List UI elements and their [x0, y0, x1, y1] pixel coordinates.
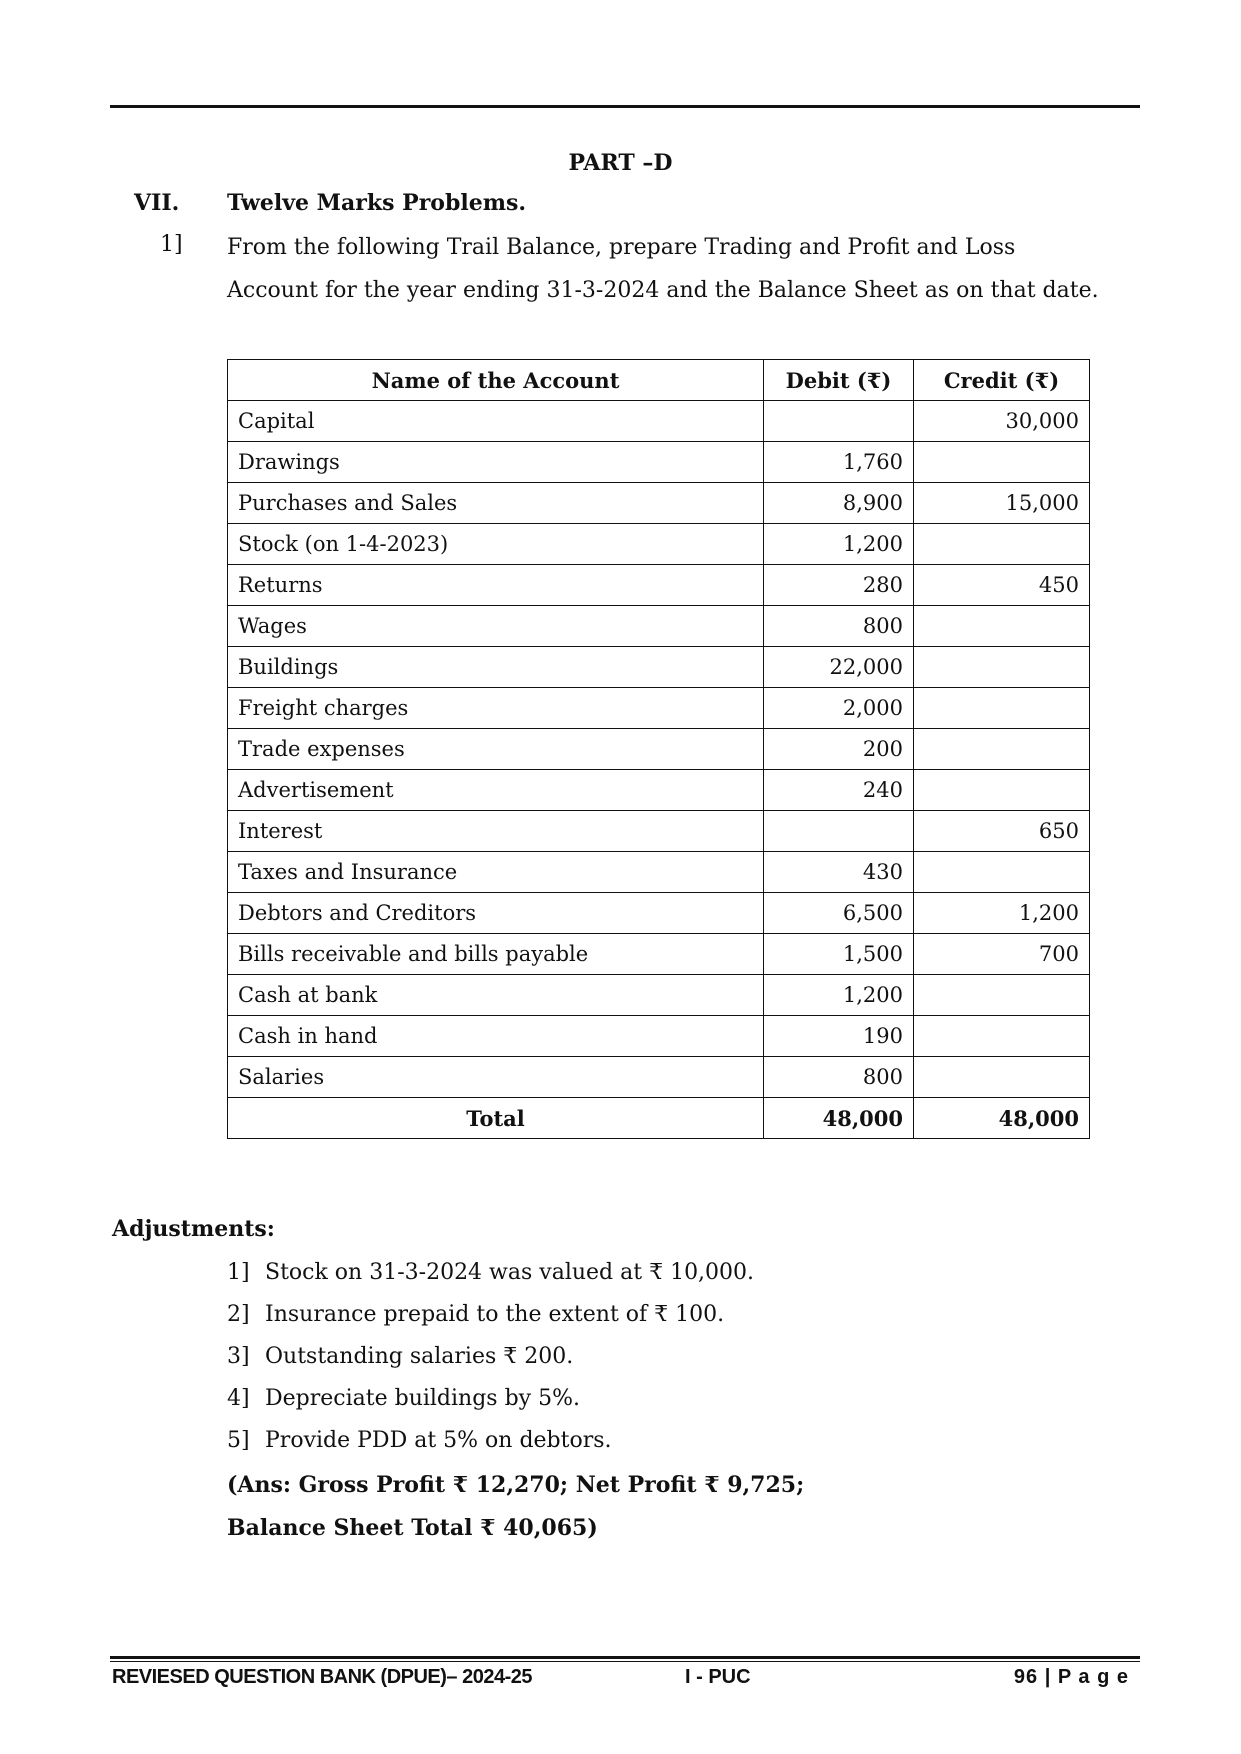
account-name-cell: Debtors and Creditors	[228, 893, 764, 934]
account-name-cell: Bills receivable and bills payable	[228, 934, 764, 975]
footer-rule-thin	[110, 1661, 1140, 1662]
debit-cell: 8,900	[764, 483, 914, 524]
table-row	[228, 401, 1090, 442]
adjustment-text: Outstanding salaries ₹ 200.	[265, 1344, 574, 1369]
total-credit: 48,000	[914, 1098, 1090, 1139]
debit-cell: 280	[764, 565, 914, 606]
credit-cell: 30,000	[914, 401, 1090, 442]
credit-cell	[914, 524, 1090, 565]
credit-cell	[914, 647, 1090, 688]
footer-left: REVIESED QUESTION BANK (DPUE)– 2024-25	[112, 1666, 533, 1688]
credit-cell: 650	[914, 811, 1090, 852]
debit-cell: 1,200	[764, 524, 914, 565]
credit-cell	[914, 770, 1090, 811]
adjustment-number: 2]	[227, 1302, 250, 1327]
account-name-cell: Purchases and Sales	[228, 483, 764, 524]
credit-cell	[914, 729, 1090, 770]
account-name-cell: Freight charges	[228, 688, 764, 729]
adjustment-text: Provide PDD at 5% on debtors.	[265, 1428, 612, 1453]
adjustment-item	[227, 1336, 754, 1378]
footer-center: I - PUC	[685, 1666, 751, 1688]
total-label: Total	[228, 1098, 764, 1139]
adjustment-item	[227, 1378, 754, 1420]
account-name-cell: Cash in hand	[228, 1016, 764, 1057]
footer-page-number: 96 | P a g e	[1013, 1666, 1129, 1688]
table-row	[228, 852, 1090, 893]
debit-cell: 22,000	[764, 647, 914, 688]
table-row	[228, 729, 1090, 770]
credit-cell	[914, 852, 1090, 893]
answer-line-2: Balance Sheet Total ₹ 40,065)	[227, 1515, 598, 1541]
adjustment-number: 3]	[227, 1344, 250, 1369]
table-row	[228, 442, 1090, 483]
table-row	[228, 934, 1090, 975]
table-row	[228, 524, 1090, 565]
credit-cell	[914, 688, 1090, 729]
account-name-cell: Stock (on 1-4-2023)	[228, 524, 764, 565]
trial-balance-table	[227, 359, 1090, 1139]
debit-cell	[764, 811, 914, 852]
table-total-row	[228, 1098, 1090, 1139]
table-header-row	[228, 360, 1090, 401]
adjustment-number: 1]	[227, 1260, 250, 1285]
account-name-cell: Taxes and Insurance	[228, 852, 764, 893]
adjustment-text: Stock on 31-3-2024 was valued at ₹ 10,000.	[265, 1260, 755, 1285]
credit-cell: 15,000	[914, 483, 1090, 524]
header-debit: Debit (₹)	[764, 360, 914, 401]
section-title: Twelve Marks Problems.	[227, 190, 527, 216]
table-row	[228, 811, 1090, 852]
adjustment-item	[227, 1420, 754, 1462]
account-name-cell: Interest	[228, 811, 764, 852]
table-row	[228, 1016, 1090, 1057]
adjustment-number: 4]	[227, 1386, 250, 1411]
adjustment-number: 5]	[227, 1428, 250, 1453]
table-row	[228, 647, 1090, 688]
account-name-cell: Salaries	[228, 1057, 764, 1098]
debit-cell	[764, 401, 914, 442]
credit-cell	[914, 1016, 1090, 1057]
debit-cell: 240	[764, 770, 914, 811]
credit-cell	[914, 975, 1090, 1016]
credit-cell: 1,200	[914, 893, 1090, 934]
debit-cell: 800	[764, 1057, 914, 1098]
debit-cell: 1,500	[764, 934, 914, 975]
section-number: VII.	[134, 190, 180, 216]
question-number: 1]	[160, 232, 183, 257]
account-name-cell: Trade expenses	[228, 729, 764, 770]
table-row	[228, 565, 1090, 606]
part-title: PART –D	[568, 150, 673, 176]
account-name-cell: Wages	[228, 606, 764, 647]
account-name-cell: Capital	[228, 401, 764, 442]
table-row	[228, 1057, 1090, 1098]
account-name-cell: Drawings	[228, 442, 764, 483]
table-row	[228, 483, 1090, 524]
account-name-cell: Buildings	[228, 647, 764, 688]
credit-cell: 700	[914, 934, 1090, 975]
debit-cell: 430	[764, 852, 914, 893]
adjustments-title: Adjustments:	[112, 1216, 275, 1242]
header-credit: Credit (₹)	[914, 360, 1090, 401]
account-name-cell: Returns	[228, 565, 764, 606]
account-name-cell: Advertisement	[228, 770, 764, 811]
debit-cell: 1,760	[764, 442, 914, 483]
adjustment-item	[227, 1294, 754, 1336]
adjustment-item	[227, 1252, 754, 1294]
credit-cell: 450	[914, 565, 1090, 606]
credit-cell	[914, 1057, 1090, 1098]
account-name-cell: Cash at bank	[228, 975, 764, 1016]
debit-cell: 6,500	[764, 893, 914, 934]
table-row	[228, 770, 1090, 811]
header-account: Name of the Account	[228, 360, 764, 401]
debit-cell: 1,200	[764, 975, 914, 1016]
debit-cell: 800	[764, 606, 914, 647]
debit-cell: 190	[764, 1016, 914, 1057]
debit-cell: 200	[764, 729, 914, 770]
header-rule	[110, 105, 1140, 108]
credit-cell	[914, 442, 1090, 483]
footer-rule	[110, 1656, 1140, 1659]
table-row	[228, 606, 1090, 647]
question-text: From the following Trail Balance, prepare Trading and Profit and Loss Account for the year ending 31-3-2024 and the Balance Sheet as on that date.	[227, 235, 1099, 303]
total-debit: 48,000	[764, 1098, 914, 1139]
adjustment-text: Insurance prepaid to the extent of ₹ 100.	[265, 1302, 725, 1327]
table-row	[228, 893, 1090, 934]
answer	[227, 1464, 804, 1550]
table-row	[228, 975, 1090, 1016]
adjustments-list	[227, 1252, 754, 1462]
answer-line-1: (Ans: Gross Profit ₹ 12,270; Net Profit ₹ 9,725;	[227, 1472, 805, 1498]
adjustment-text: Depreciate buildings by 5%.	[265, 1386, 580, 1411]
credit-cell	[914, 606, 1090, 647]
debit-cell: 2,000	[764, 688, 914, 729]
table-row	[228, 688, 1090, 729]
